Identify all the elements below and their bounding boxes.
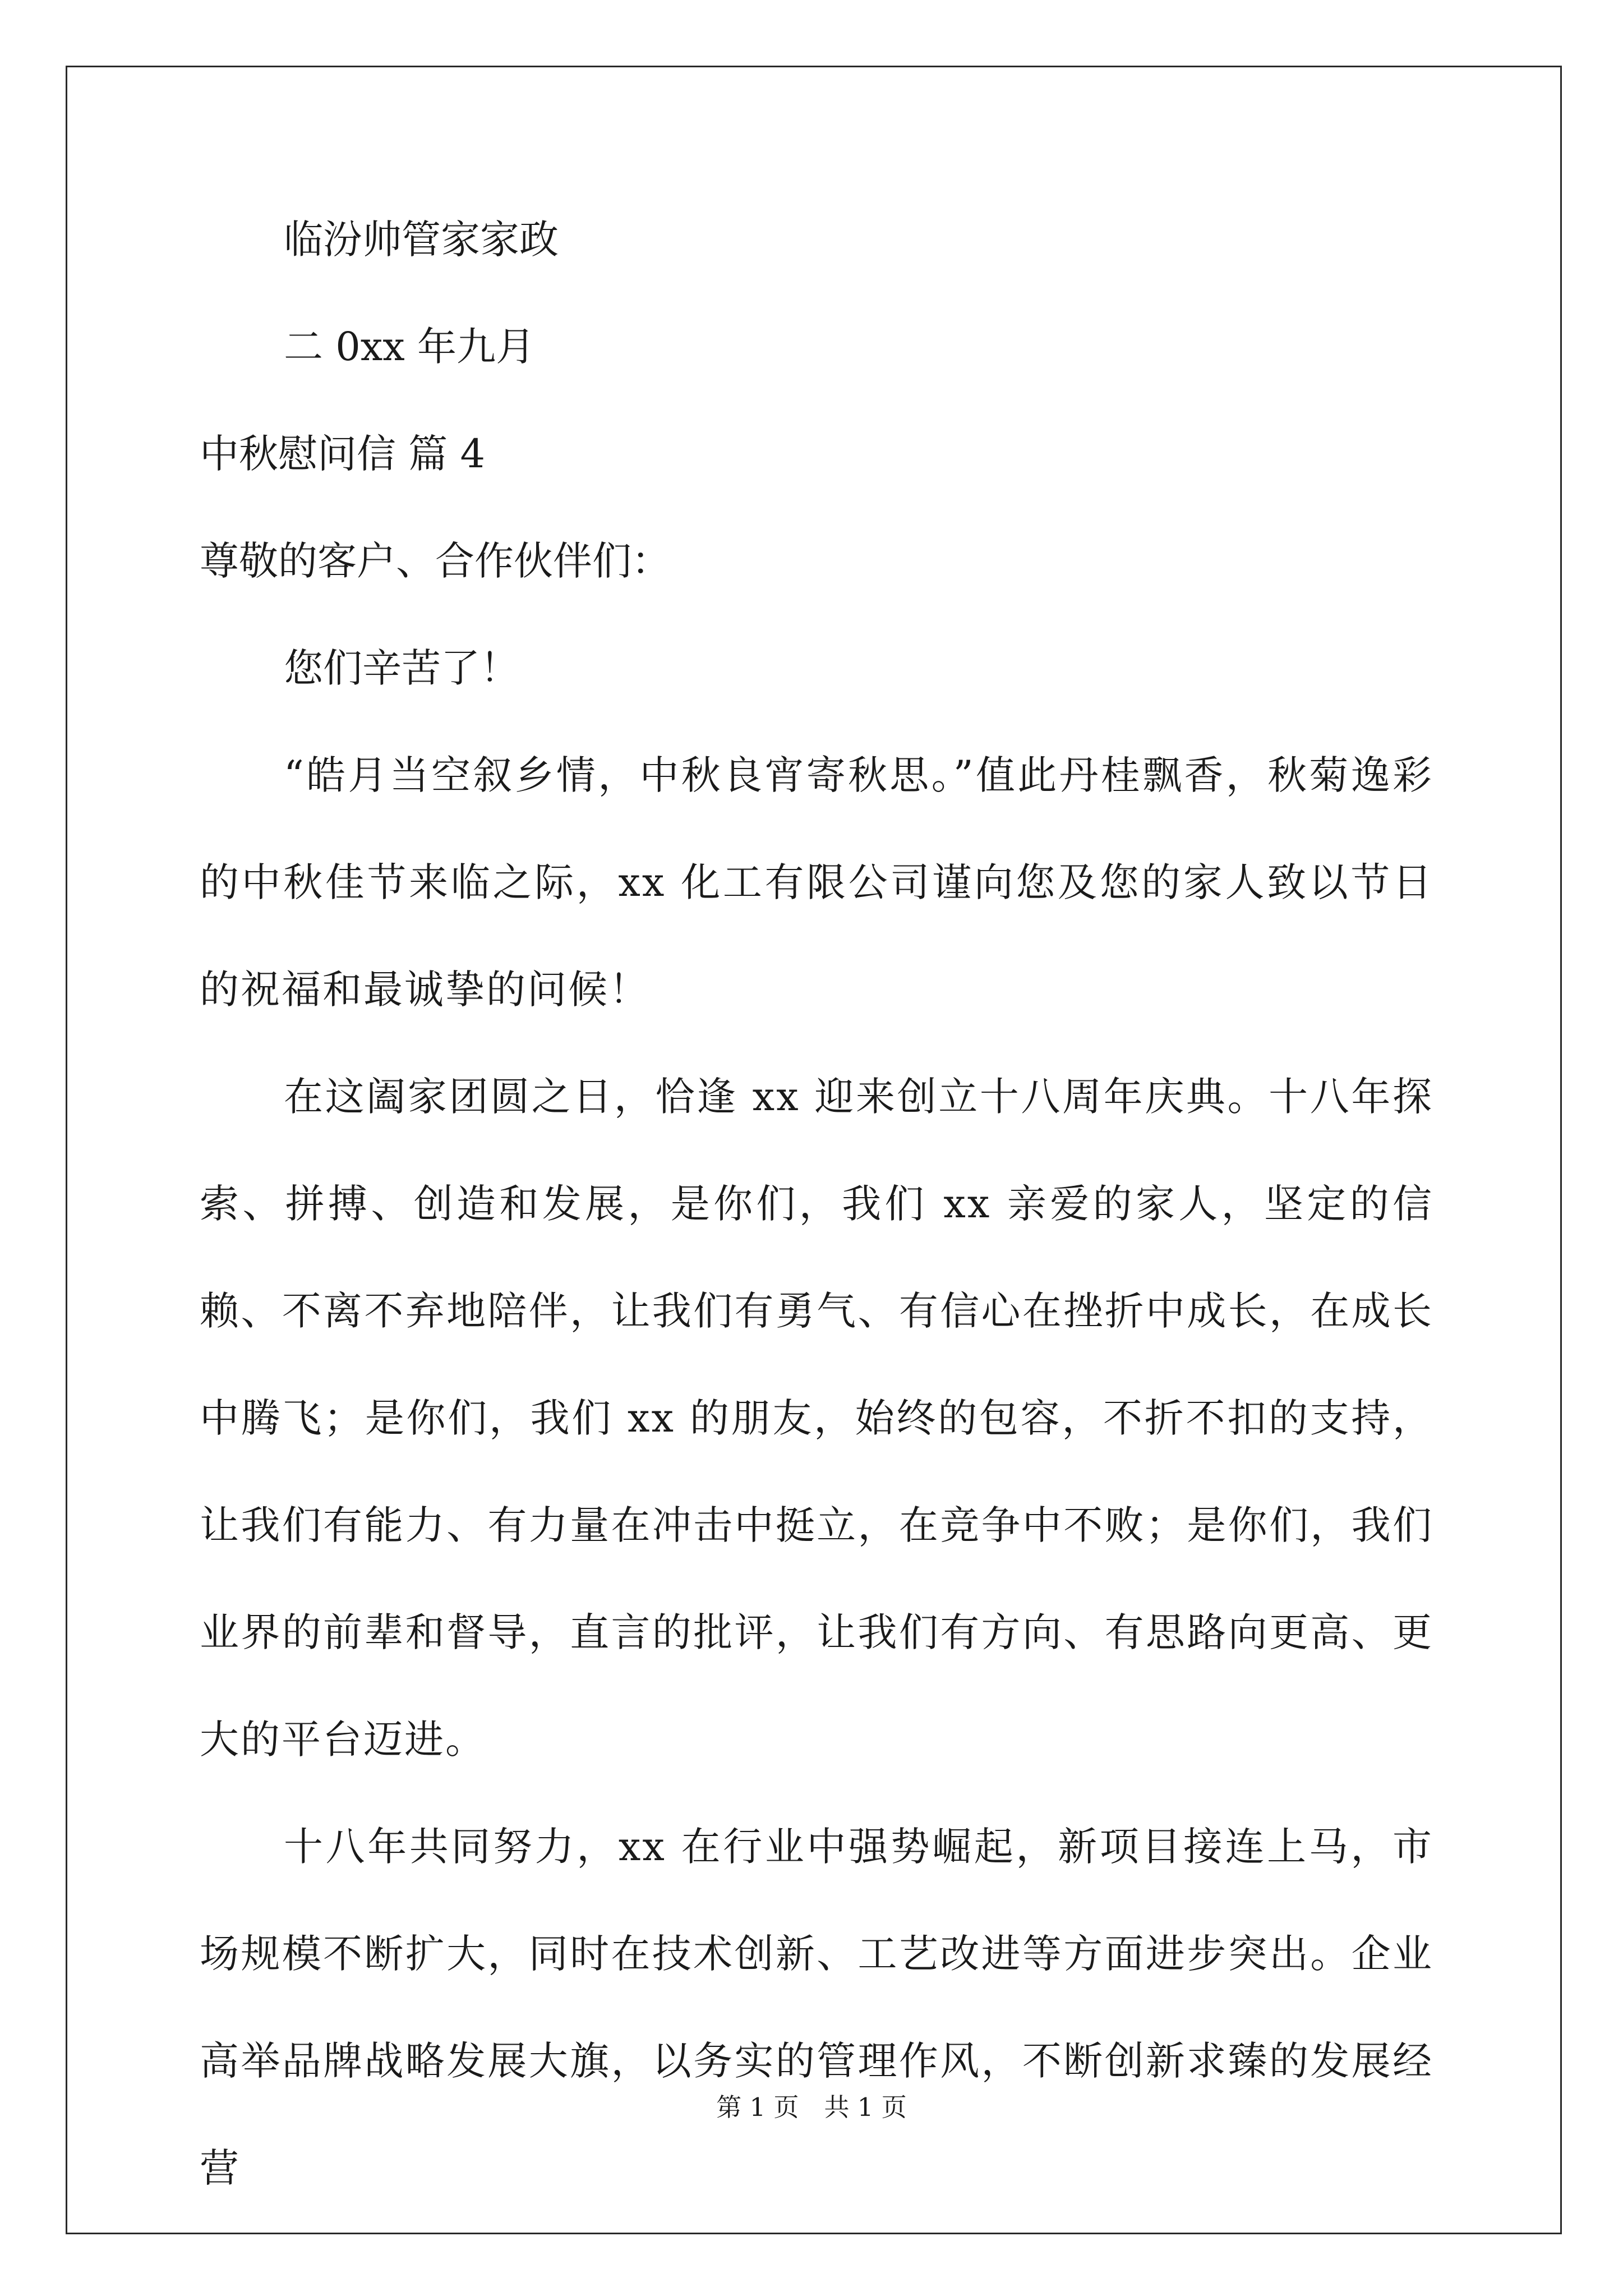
page-footer: 第 1 页 共 1 页	[716, 2092, 907, 2122]
greeting: 您们辛苦了！	[284, 645, 519, 691]
paragraph-2: 在这阖家团圆之日，恰逢 xx 迎来创立十八周年庆典。十八年探索、拼搏、创造和发展，是你们，我们 xx 亲爱的家人，坚定的信赖、不离不弃地陪伴，让我们有勇气、有信心在挫折中成长，在成长中腾飞；是你们，我们 xx 的朋友，始终的包容，不折不扣的支持，让我们有能力、有力量在冲击中挺立，在竞争中不败；是你们，我们业界的前辈和督导，直言的批评，让我们有方向、有思路向更高、更大的平台迈进。	[200, 1074, 1433, 1763]
paragraph-3: 十八年共同努力，xx 在行业中强势崛起，新项目接连上马，市场规模不断扩大，同时在技术创新、工艺改进等方面进步突出。企业高举品牌战略发展大旗，以务实的管理作风，不断创新求臻的发展经营	[200, 1824, 1433, 2191]
letter-date: 二 0xx 年九月	[284, 324, 535, 370]
section-title: 中秋慰问信 篇 4	[200, 431, 486, 477]
document-body	[200, 213, 1433, 2222]
salutation: 尊敬的客户、合作伙伴们：	[200, 538, 671, 584]
letter-signature: 临汾帅管家家政	[284, 217, 559, 263]
paragraph-1: “皓月当空叙乡情，中秋良宵寄秋思。”值此丹桂飘香，秋菊逸彩的中秋佳节来临之际，xx 化工有限公司谨向您及您的家人致以节日的祝福和最诚挚的问候！	[200, 752, 1433, 1013]
